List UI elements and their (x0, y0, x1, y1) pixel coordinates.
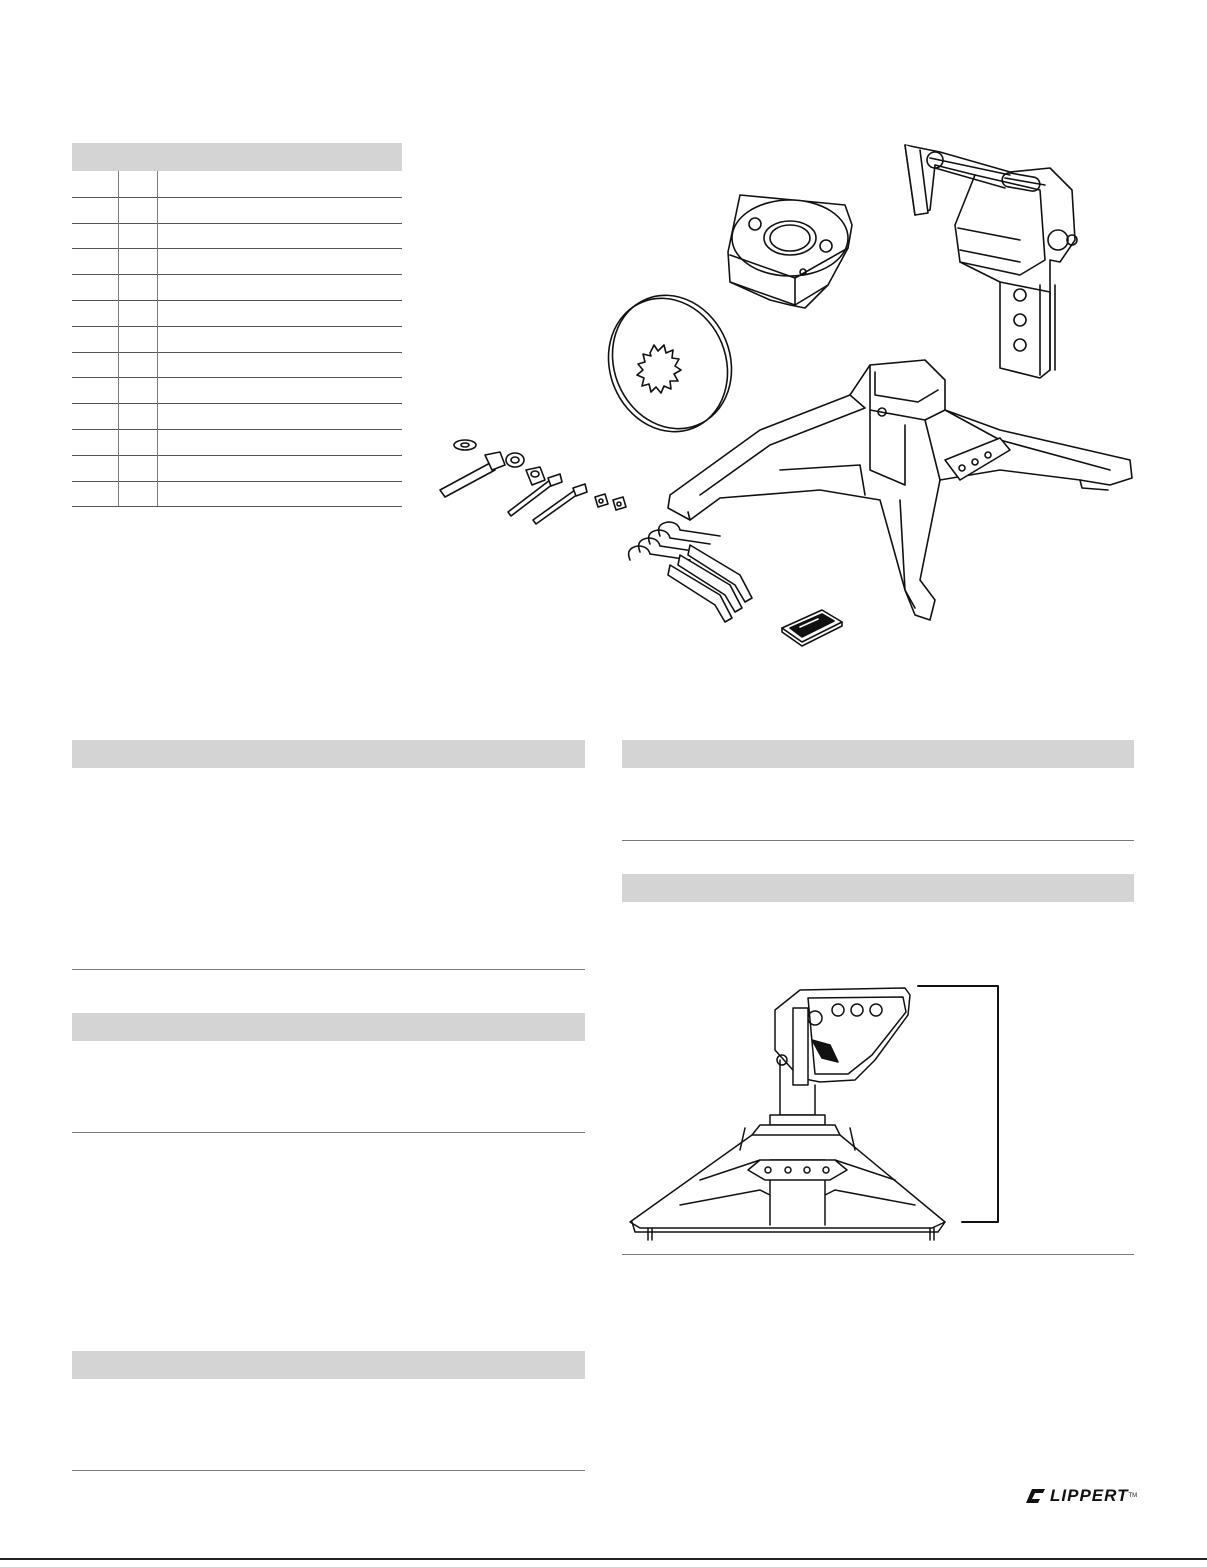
page-bottom-rule (0, 1558, 1207, 1560)
dimension-bracket (918, 986, 998, 1222)
lippert-mark-icon (1026, 1488, 1046, 1504)
brand-logo (1026, 1485, 1137, 1507)
brand-trademark: TM (1128, 1493, 1138, 1499)
brand-logo-text: LIPPERT (1050, 1486, 1129, 1505)
